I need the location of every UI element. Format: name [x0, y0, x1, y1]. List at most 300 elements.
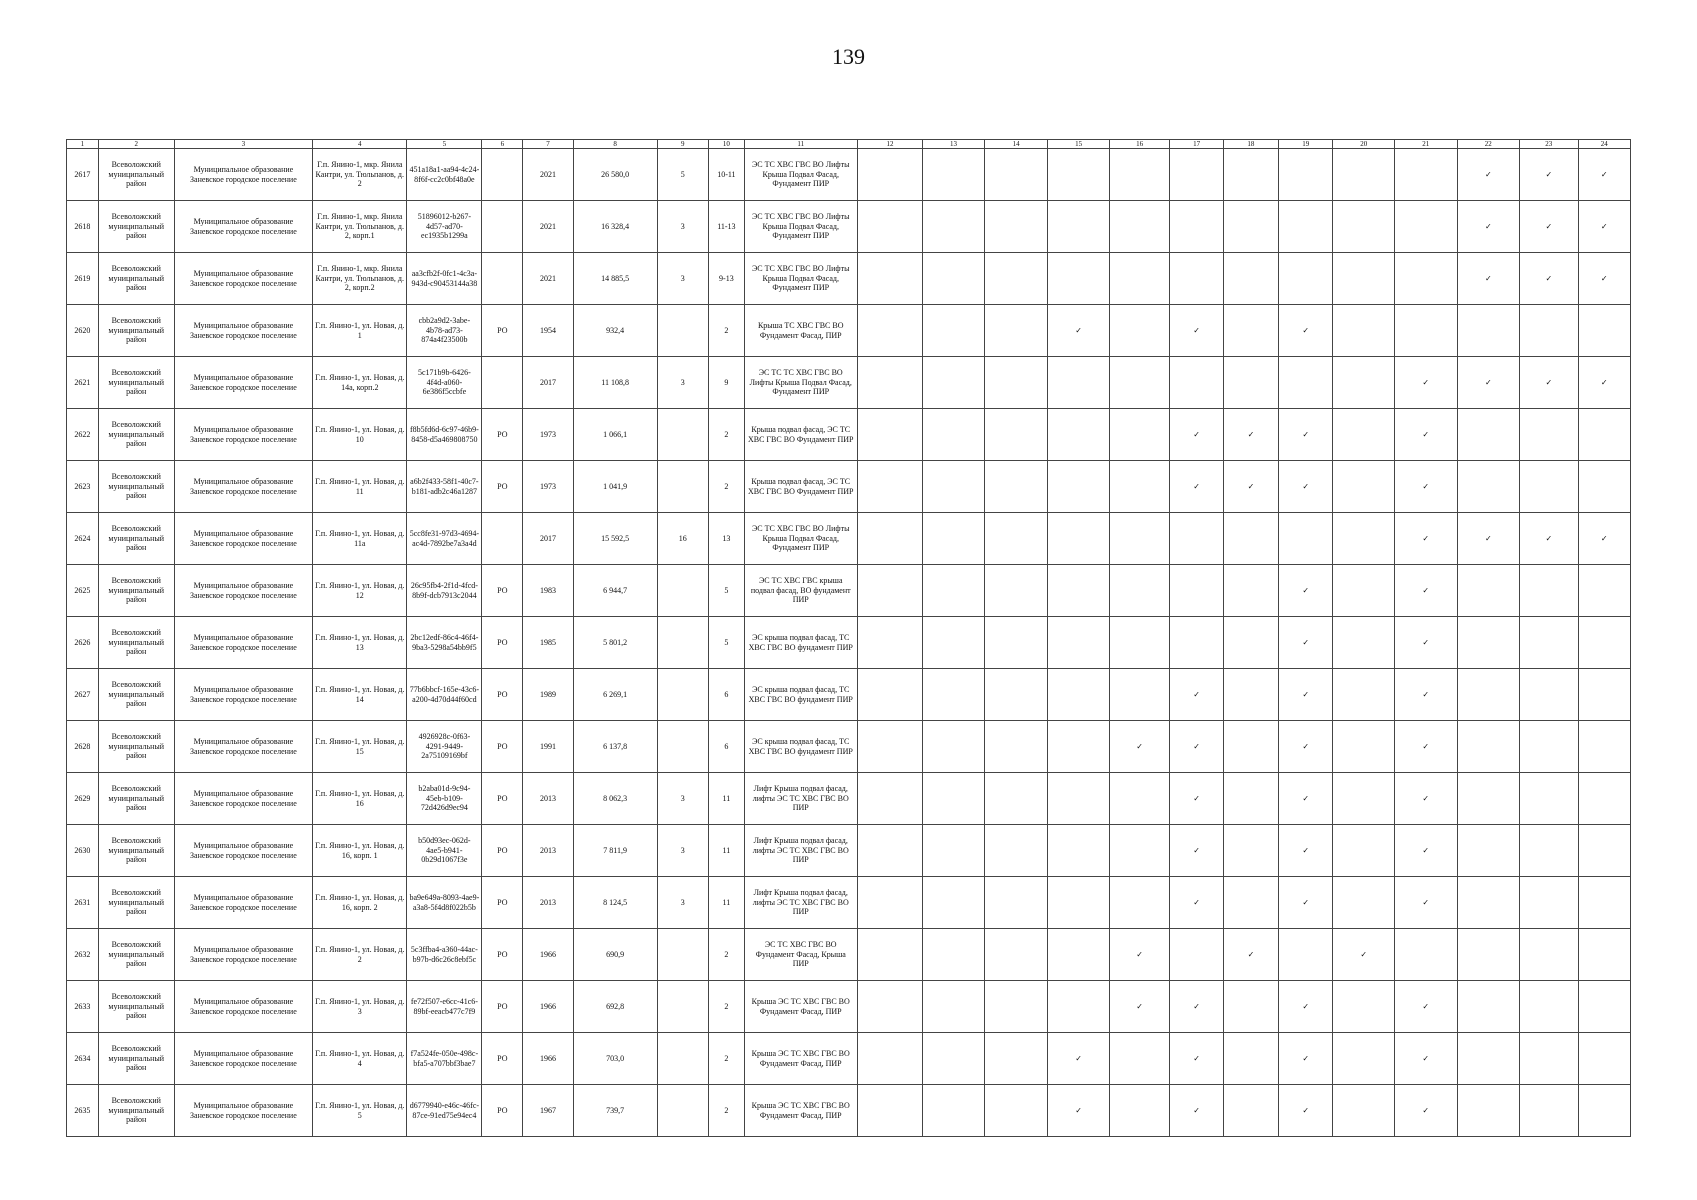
- cell-col-14: [984, 877, 1048, 929]
- cell-col-3: Муниципальное образование Заневское городское поселение: [174, 1085, 312, 1137]
- check-mark-icon: ✓: [1109, 981, 1170, 1033]
- cell-col-13: [923, 929, 985, 981]
- check-mark-icon: ✓: [1394, 981, 1457, 1033]
- cell-col-22: [1457, 669, 1520, 721]
- check-mark-icon: ✓: [1457, 253, 1520, 305]
- check-mark-icon: ✓: [1394, 357, 1457, 409]
- cell-col-10: 11-13: [708, 201, 744, 253]
- cell-col-23: [1520, 409, 1578, 461]
- check-mark-icon: ✓: [1109, 929, 1170, 981]
- table-row: [67, 461, 1631, 513]
- cell-col-6: [482, 357, 523, 409]
- cell-col-1: 2633: [67, 981, 99, 1033]
- cell-col-21: [1394, 929, 1457, 981]
- cell-col-3: Муниципальное образование Заневское городское поселение: [174, 721, 312, 773]
- check-mark-icon: ✓: [1578, 513, 1630, 565]
- check-mark-icon: ✓: [1520, 201, 1578, 253]
- cell-col-19: [1279, 149, 1333, 201]
- cell-col-7: 1989: [523, 669, 573, 721]
- cell-col-7: 2021: [523, 149, 573, 201]
- cell-col-4: Г.п. Янино-1, мкр. Янила Кантри, ул. Тюльпанов, д. 2, корп.2: [313, 253, 407, 305]
- cell-col-11: ЭС ТС ХВС ГВС ВО Лифты Крыша Подвал Фасад, Фундамент ПИР: [744, 253, 857, 305]
- cell-col-19: [1279, 513, 1333, 565]
- cell-col-3: Муниципальное образование Заневское городское поселение: [174, 305, 312, 357]
- cell-col-4: Г.п. Янино-1, ул. Новая, д. 15: [313, 721, 407, 773]
- cell-col-15: [1048, 513, 1110, 565]
- check-mark-icon: ✓: [1279, 565, 1333, 617]
- cell-col-9: 3: [657, 773, 708, 825]
- cell-col-7: 1966: [523, 929, 573, 981]
- cell-col-22: [1457, 773, 1520, 825]
- table-row: [67, 773, 1631, 825]
- cell-col-3: Муниципальное образование Заневское городское поселение: [174, 149, 312, 201]
- cell-col-17: [1170, 201, 1223, 253]
- cell-col-13: [923, 825, 985, 877]
- column-number: 22: [1457, 140, 1520, 149]
- column-number: 11: [744, 140, 857, 149]
- cell-col-22: [1457, 305, 1520, 357]
- check-mark-icon: ✓: [1578, 357, 1630, 409]
- table-row: [67, 617, 1631, 669]
- cell-col-10: 11: [708, 825, 744, 877]
- cell-col-7: 2017: [523, 357, 573, 409]
- cell-col-19: [1279, 929, 1333, 981]
- cell-col-3: Муниципальное образование Заневское городское поселение: [174, 981, 312, 1033]
- table-row: [67, 513, 1631, 565]
- cell-col-5: 2bc12edf-86c4-46f4-9ba3-5298a54bb9f5: [407, 617, 482, 669]
- cell-col-5: 5cc8fe31-97d3-4694-ac4d-7892be7a3a4d: [407, 513, 482, 565]
- cell-col-18: [1223, 201, 1278, 253]
- cell-col-9: [657, 461, 708, 513]
- cell-col-18: [1223, 305, 1278, 357]
- table-body: [67, 140, 1631, 1137]
- cell-col-17: [1170, 617, 1223, 669]
- cell-col-11: Крыша ЭС ТС ХВС ГВС ВО Фундамент Фасад, ПИР: [744, 1085, 857, 1137]
- cell-col-5: fe72f507-e6cc-41c6-89bf-eeacb477c7f9: [407, 981, 482, 1033]
- cell-col-9: 3: [657, 201, 708, 253]
- check-mark-icon: ✓: [1048, 1033, 1110, 1085]
- cell-col-2: Всеволожский муниципальный район: [98, 357, 174, 409]
- cell-col-23: [1520, 773, 1578, 825]
- cell-col-1: 2617: [67, 149, 99, 201]
- cell-col-24: [1578, 981, 1630, 1033]
- cell-col-1: 2622: [67, 409, 99, 461]
- cell-col-10: 9-13: [708, 253, 744, 305]
- cell-col-20: [1333, 149, 1395, 201]
- cell-col-20: [1333, 305, 1395, 357]
- cell-col-18: [1223, 877, 1278, 929]
- cell-col-1: 2618: [67, 201, 99, 253]
- cell-col-24: [1578, 825, 1630, 877]
- cell-col-24: [1578, 721, 1630, 773]
- cell-col-4: Г.п. Янино-1, ул. Новая, д. 4: [313, 1033, 407, 1085]
- cell-col-6: [482, 253, 523, 305]
- cell-col-9: [657, 409, 708, 461]
- cell-col-17: [1170, 357, 1223, 409]
- cell-col-13: [923, 981, 985, 1033]
- cell-col-3: Муниципальное образование Заневское городское поселение: [174, 513, 312, 565]
- check-mark-icon: ✓: [1279, 409, 1333, 461]
- cell-col-17: [1170, 253, 1223, 305]
- cell-col-15: [1048, 357, 1110, 409]
- cell-col-1: 2629: [67, 773, 99, 825]
- cell-col-2: Всеволожский муниципальный район: [98, 669, 174, 721]
- check-mark-icon: ✓: [1394, 773, 1457, 825]
- check-mark-icon: ✓: [1394, 461, 1457, 513]
- check-mark-icon: ✓: [1394, 1033, 1457, 1085]
- column-number: 10: [708, 140, 744, 149]
- cell-col-1: 2626: [67, 617, 99, 669]
- cell-col-8: 932,4: [573, 305, 657, 357]
- cell-col-5: 51896012-b267-4d57-ad70-ec1935b1299a: [407, 201, 482, 253]
- cell-col-4: Г.п. Янино-1, ул. Новая, д. 14а, корп.2: [313, 357, 407, 409]
- cell-col-24: [1578, 1033, 1630, 1085]
- cell-col-21: [1394, 201, 1457, 253]
- cell-col-12: [857, 1085, 923, 1137]
- cell-col-23: [1520, 617, 1578, 669]
- column-number: 21: [1394, 140, 1457, 149]
- cell-col-20: [1333, 1033, 1395, 1085]
- cell-col-6: РО: [482, 305, 523, 357]
- cell-col-12: [857, 513, 923, 565]
- cell-col-18: [1223, 669, 1278, 721]
- cell-col-15: [1048, 409, 1110, 461]
- cell-col-16: [1109, 877, 1170, 929]
- cell-col-8: 703,0: [573, 1033, 657, 1085]
- check-mark-icon: ✓: [1279, 617, 1333, 669]
- cell-col-18: [1223, 565, 1278, 617]
- cell-col-17: [1170, 929, 1223, 981]
- cell-col-10: 6: [708, 721, 744, 773]
- cell-col-2: Всеволожский муниципальный район: [98, 929, 174, 981]
- cell-col-23: [1520, 721, 1578, 773]
- cell-col-10: 2: [708, 461, 744, 513]
- cell-col-12: [857, 461, 923, 513]
- cell-col-7: 1983: [523, 565, 573, 617]
- cell-col-15: [1048, 773, 1110, 825]
- cell-col-4: Г.п. Янино-1, ул. Новая, д. 10: [313, 409, 407, 461]
- cell-col-14: [984, 617, 1048, 669]
- cell-col-13: [923, 773, 985, 825]
- cell-col-9: 3: [657, 253, 708, 305]
- cell-col-23: [1520, 669, 1578, 721]
- cell-col-2: Всеволожский муниципальный район: [98, 981, 174, 1033]
- cell-col-1: 2627: [67, 669, 99, 721]
- cell-col-2: Всеволожский муниципальный район: [98, 149, 174, 201]
- cell-col-18: [1223, 981, 1278, 1033]
- check-mark-icon: ✓: [1279, 825, 1333, 877]
- cell-col-13: [923, 253, 985, 305]
- check-mark-icon: ✓: [1170, 1085, 1223, 1137]
- cell-col-5: 451a18a1-aa94-4c24-8f6f-cc2c0bf48a0e: [407, 149, 482, 201]
- cell-col-15: [1048, 461, 1110, 513]
- cell-col-24: [1578, 773, 1630, 825]
- cell-col-24: [1578, 877, 1630, 929]
- check-mark-icon: ✓: [1394, 565, 1457, 617]
- table-row: [67, 721, 1631, 773]
- cell-col-18: [1223, 149, 1278, 201]
- check-mark-icon: ✓: [1170, 773, 1223, 825]
- cell-col-16: [1109, 305, 1170, 357]
- cell-col-20: [1333, 721, 1395, 773]
- cell-col-7: 2017: [523, 513, 573, 565]
- cell-col-5: 26c95fb4-2f1d-4fcd-8b9f-dcb7913c2044: [407, 565, 482, 617]
- cell-col-20: [1333, 1085, 1395, 1137]
- cell-col-11: ЭС ТС ХВС ГВС крыша подвал фасад, ВО фундамент ПИР: [744, 565, 857, 617]
- cell-col-3: Муниципальное образование Заневское городское поселение: [174, 461, 312, 513]
- cell-col-16: [1109, 669, 1170, 721]
- cell-col-2: Всеволожский муниципальный район: [98, 513, 174, 565]
- cell-col-4: Г.п. Янино-1, мкр. Янила Кантри, ул. Тюльпанов, д. 2, корп.1: [313, 201, 407, 253]
- column-number: 17: [1170, 140, 1223, 149]
- cell-col-14: [984, 981, 1048, 1033]
- column-number: 14: [984, 140, 1048, 149]
- cell-col-15: [1048, 149, 1110, 201]
- cell-col-3: Муниципальное образование Заневское городское поселение: [174, 877, 312, 929]
- cell-col-24: [1578, 1085, 1630, 1137]
- check-mark-icon: ✓: [1279, 1085, 1333, 1137]
- cell-col-23: [1520, 929, 1578, 981]
- cell-col-4: Г.п. Янино-1, ул. Новая, д. 16, корп. 1: [313, 825, 407, 877]
- cell-col-15: [1048, 253, 1110, 305]
- cell-col-16: [1109, 617, 1170, 669]
- cell-col-22: [1457, 1033, 1520, 1085]
- cell-col-9: [657, 617, 708, 669]
- cell-col-13: [923, 513, 985, 565]
- cell-col-5: a6b2f433-58f1-40c7-b181-adb2c46a1287: [407, 461, 482, 513]
- cell-col-13: [923, 305, 985, 357]
- cell-col-20: [1333, 253, 1395, 305]
- cell-col-22: [1457, 721, 1520, 773]
- check-mark-icon: ✓: [1170, 981, 1223, 1033]
- cell-col-4: Г.п. Янино-1, ул. Новая, д. 12: [313, 565, 407, 617]
- cell-col-4: Г.п. Янино-1, ул. Новая, д. 16: [313, 773, 407, 825]
- cell-col-10: 2: [708, 981, 744, 1033]
- table-row: [67, 201, 1631, 253]
- cell-col-11: Лифт Крыша подвал фасад, лифты ЭС ТС ХВС ГВС ВО ПИР: [744, 877, 857, 929]
- cell-col-14: [984, 357, 1048, 409]
- cell-col-9: [657, 565, 708, 617]
- column-number: 12: [857, 140, 923, 149]
- cell-col-7: 1973: [523, 409, 573, 461]
- cell-col-16: [1109, 461, 1170, 513]
- table-row: [67, 305, 1631, 357]
- cell-col-16: [1109, 357, 1170, 409]
- cell-col-4: Г.п. Янино-1, ул. Новая, д. 1: [313, 305, 407, 357]
- cell-col-22: [1457, 981, 1520, 1033]
- cell-col-24: [1578, 305, 1630, 357]
- cell-col-24: [1578, 617, 1630, 669]
- cell-col-1: 2624: [67, 513, 99, 565]
- cell-col-9: [657, 721, 708, 773]
- check-mark-icon: ✓: [1279, 305, 1333, 357]
- check-mark-icon: ✓: [1170, 409, 1223, 461]
- cell-col-10: 13: [708, 513, 744, 565]
- cell-col-14: [984, 1085, 1048, 1137]
- cell-col-16: [1109, 201, 1170, 253]
- cell-col-7: 2013: [523, 773, 573, 825]
- cell-col-12: [857, 981, 923, 1033]
- cell-col-13: [923, 617, 985, 669]
- cell-col-7: 1985: [523, 617, 573, 669]
- cell-col-1: 2625: [67, 565, 99, 617]
- cell-col-12: [857, 617, 923, 669]
- cell-col-5: f7a524fe-050e-498c-bfa5-a707bbf3bae7: [407, 1033, 482, 1085]
- cell-col-5: 5c171b9b-6426-4f4d-a060-6e386f5ccbfe: [407, 357, 482, 409]
- check-mark-icon: ✓: [1223, 409, 1278, 461]
- cell-col-14: [984, 305, 1048, 357]
- cell-col-10: 5: [708, 617, 744, 669]
- cell-col-2: Всеволожский муниципальный район: [98, 1085, 174, 1137]
- cell-col-2: Всеволожский муниципальный район: [98, 825, 174, 877]
- cell-col-1: 2619: [67, 253, 99, 305]
- cell-col-8: 11 108,8: [573, 357, 657, 409]
- cell-col-14: [984, 461, 1048, 513]
- cell-col-11: ЭС ТС ТС ХВС ГВС ВО Лифты Крыша Подвал Фасад, Фундамент ПИР: [744, 357, 857, 409]
- cell-col-19: [1279, 201, 1333, 253]
- column-number: 5: [407, 140, 482, 149]
- cell-col-3: Муниципальное образование Заневское городское поселение: [174, 357, 312, 409]
- cell-col-13: [923, 669, 985, 721]
- cell-col-3: Муниципальное образование Заневское городское поселение: [174, 929, 312, 981]
- check-mark-icon: ✓: [1394, 513, 1457, 565]
- check-mark-icon: ✓: [1170, 669, 1223, 721]
- table-row: [67, 981, 1631, 1033]
- cell-col-7: 1973: [523, 461, 573, 513]
- check-mark-icon: ✓: [1279, 981, 1333, 1033]
- cell-col-20: [1333, 357, 1395, 409]
- table-row: [67, 565, 1631, 617]
- cell-col-15: [1048, 877, 1110, 929]
- cell-col-18: [1223, 1033, 1278, 1085]
- cell-col-17: [1170, 565, 1223, 617]
- column-number-row: [67, 140, 1631, 149]
- cell-col-21: [1394, 149, 1457, 201]
- cell-col-12: [857, 773, 923, 825]
- column-number: 9: [657, 140, 708, 149]
- cell-col-21: [1394, 305, 1457, 357]
- cell-col-16: [1109, 1033, 1170, 1085]
- table-row: [67, 929, 1631, 981]
- cell-col-17: [1170, 149, 1223, 201]
- check-mark-icon: ✓: [1578, 149, 1630, 201]
- cell-col-9: [657, 669, 708, 721]
- cell-col-23: [1520, 877, 1578, 929]
- cell-col-8: 6 137,8: [573, 721, 657, 773]
- cell-col-23: [1520, 825, 1578, 877]
- cell-col-23: [1520, 461, 1578, 513]
- check-mark-icon: ✓: [1279, 773, 1333, 825]
- cell-col-20: [1333, 409, 1395, 461]
- cell-col-3: Муниципальное образование Заневское городское поселение: [174, 253, 312, 305]
- cell-col-10: 11: [708, 773, 744, 825]
- column-number: 4: [313, 140, 407, 149]
- cell-col-8: 6 944,7: [573, 565, 657, 617]
- cell-col-11: ЭС ТС ХВС ГВС ВО Лифты Крыша Подвал Фасад, Фундамент ПИР: [744, 201, 857, 253]
- cell-col-8: 739,7: [573, 1085, 657, 1137]
- cell-col-18: [1223, 825, 1278, 877]
- column-number: 24: [1578, 140, 1630, 149]
- cell-col-16: [1109, 513, 1170, 565]
- cell-col-11: Лифт Крыша подвал фасад, лифты ЭС ТС ХВС ГВС ВО ПИР: [744, 773, 857, 825]
- cell-col-8: 26 580,0: [573, 149, 657, 201]
- cell-col-18: [1223, 513, 1278, 565]
- cell-col-5: d6779940-e46c-46fc-87ce-91ed75e94ec4: [407, 1085, 482, 1137]
- column-number: 15: [1048, 140, 1110, 149]
- cell-col-13: [923, 1085, 985, 1137]
- cell-col-4: Г.п. Янино-1, ул. Новая, д. 11: [313, 461, 407, 513]
- cell-col-4: Г.п. Янино-1, ул. Новая, д. 3: [313, 981, 407, 1033]
- check-mark-icon: ✓: [1394, 877, 1457, 929]
- cell-col-5: 5c3ffba4-a360-44ac-b97b-d6c26c8ebf5c: [407, 929, 482, 981]
- cell-col-2: Всеволожский муниципальный район: [98, 773, 174, 825]
- cell-col-12: [857, 669, 923, 721]
- cell-col-6: РО: [482, 461, 523, 513]
- cell-col-13: [923, 201, 985, 253]
- check-mark-icon: ✓: [1223, 461, 1278, 513]
- check-mark-icon: ✓: [1578, 201, 1630, 253]
- cell-col-14: [984, 253, 1048, 305]
- cell-col-7: 1967: [523, 1085, 573, 1137]
- check-mark-icon: ✓: [1170, 305, 1223, 357]
- cell-col-2: Всеволожский муниципальный район: [98, 565, 174, 617]
- cell-col-4: Г.п. Янино-1, ул. Новая, д. 14: [313, 669, 407, 721]
- cell-col-15: [1048, 617, 1110, 669]
- cell-col-6: РО: [482, 877, 523, 929]
- cell-col-7: 2021: [523, 201, 573, 253]
- column-number: 2: [98, 140, 174, 149]
- cell-col-6: РО: [482, 409, 523, 461]
- cell-col-22: [1457, 825, 1520, 877]
- cell-col-12: [857, 201, 923, 253]
- cell-col-9: 3: [657, 877, 708, 929]
- cell-col-10: 9: [708, 357, 744, 409]
- cell-col-22: [1457, 1085, 1520, 1137]
- cell-col-20: [1333, 513, 1395, 565]
- table-row: [67, 669, 1631, 721]
- cell-col-10: 2: [708, 409, 744, 461]
- cell-col-20: [1333, 825, 1395, 877]
- cell-col-24: [1578, 409, 1630, 461]
- check-mark-icon: ✓: [1457, 201, 1520, 253]
- cell-col-11: ЭС крыша подвал фасад, ТС ХВС ГВС ВО фундамент ПИР: [744, 721, 857, 773]
- cell-col-11: ЭС ТС ХВС ГВС ВО Фундамент Фасад, Крыша ПИР: [744, 929, 857, 981]
- cell-col-8: 692,8: [573, 981, 657, 1033]
- cell-col-14: [984, 149, 1048, 201]
- check-mark-icon: ✓: [1457, 149, 1520, 201]
- cell-col-22: [1457, 565, 1520, 617]
- cell-col-13: [923, 721, 985, 773]
- column-number: 20: [1333, 140, 1395, 149]
- cell-col-15: [1048, 565, 1110, 617]
- cell-col-8: 7 811,9: [573, 825, 657, 877]
- cell-col-20: [1333, 981, 1395, 1033]
- cell-col-1: 2623: [67, 461, 99, 513]
- cell-col-13: [923, 409, 985, 461]
- column-number: 8: [573, 140, 657, 149]
- cell-col-8: 16 328,4: [573, 201, 657, 253]
- cell-col-13: [923, 149, 985, 201]
- cell-col-11: Крыша подвал фасад, ЭС ТС ХВС ГВС ВО Фундамент ПИР: [744, 409, 857, 461]
- cell-col-7: 1991: [523, 721, 573, 773]
- cell-col-5: cbb2a9d2-3abe-4b78-ad73-874a4f23500b: [407, 305, 482, 357]
- cell-col-22: [1457, 929, 1520, 981]
- cell-col-2: Всеволожский муниципальный район: [98, 721, 174, 773]
- cell-col-12: [857, 825, 923, 877]
- check-mark-icon: ✓: [1223, 929, 1278, 981]
- cell-col-13: [923, 565, 985, 617]
- cell-col-15: [1048, 721, 1110, 773]
